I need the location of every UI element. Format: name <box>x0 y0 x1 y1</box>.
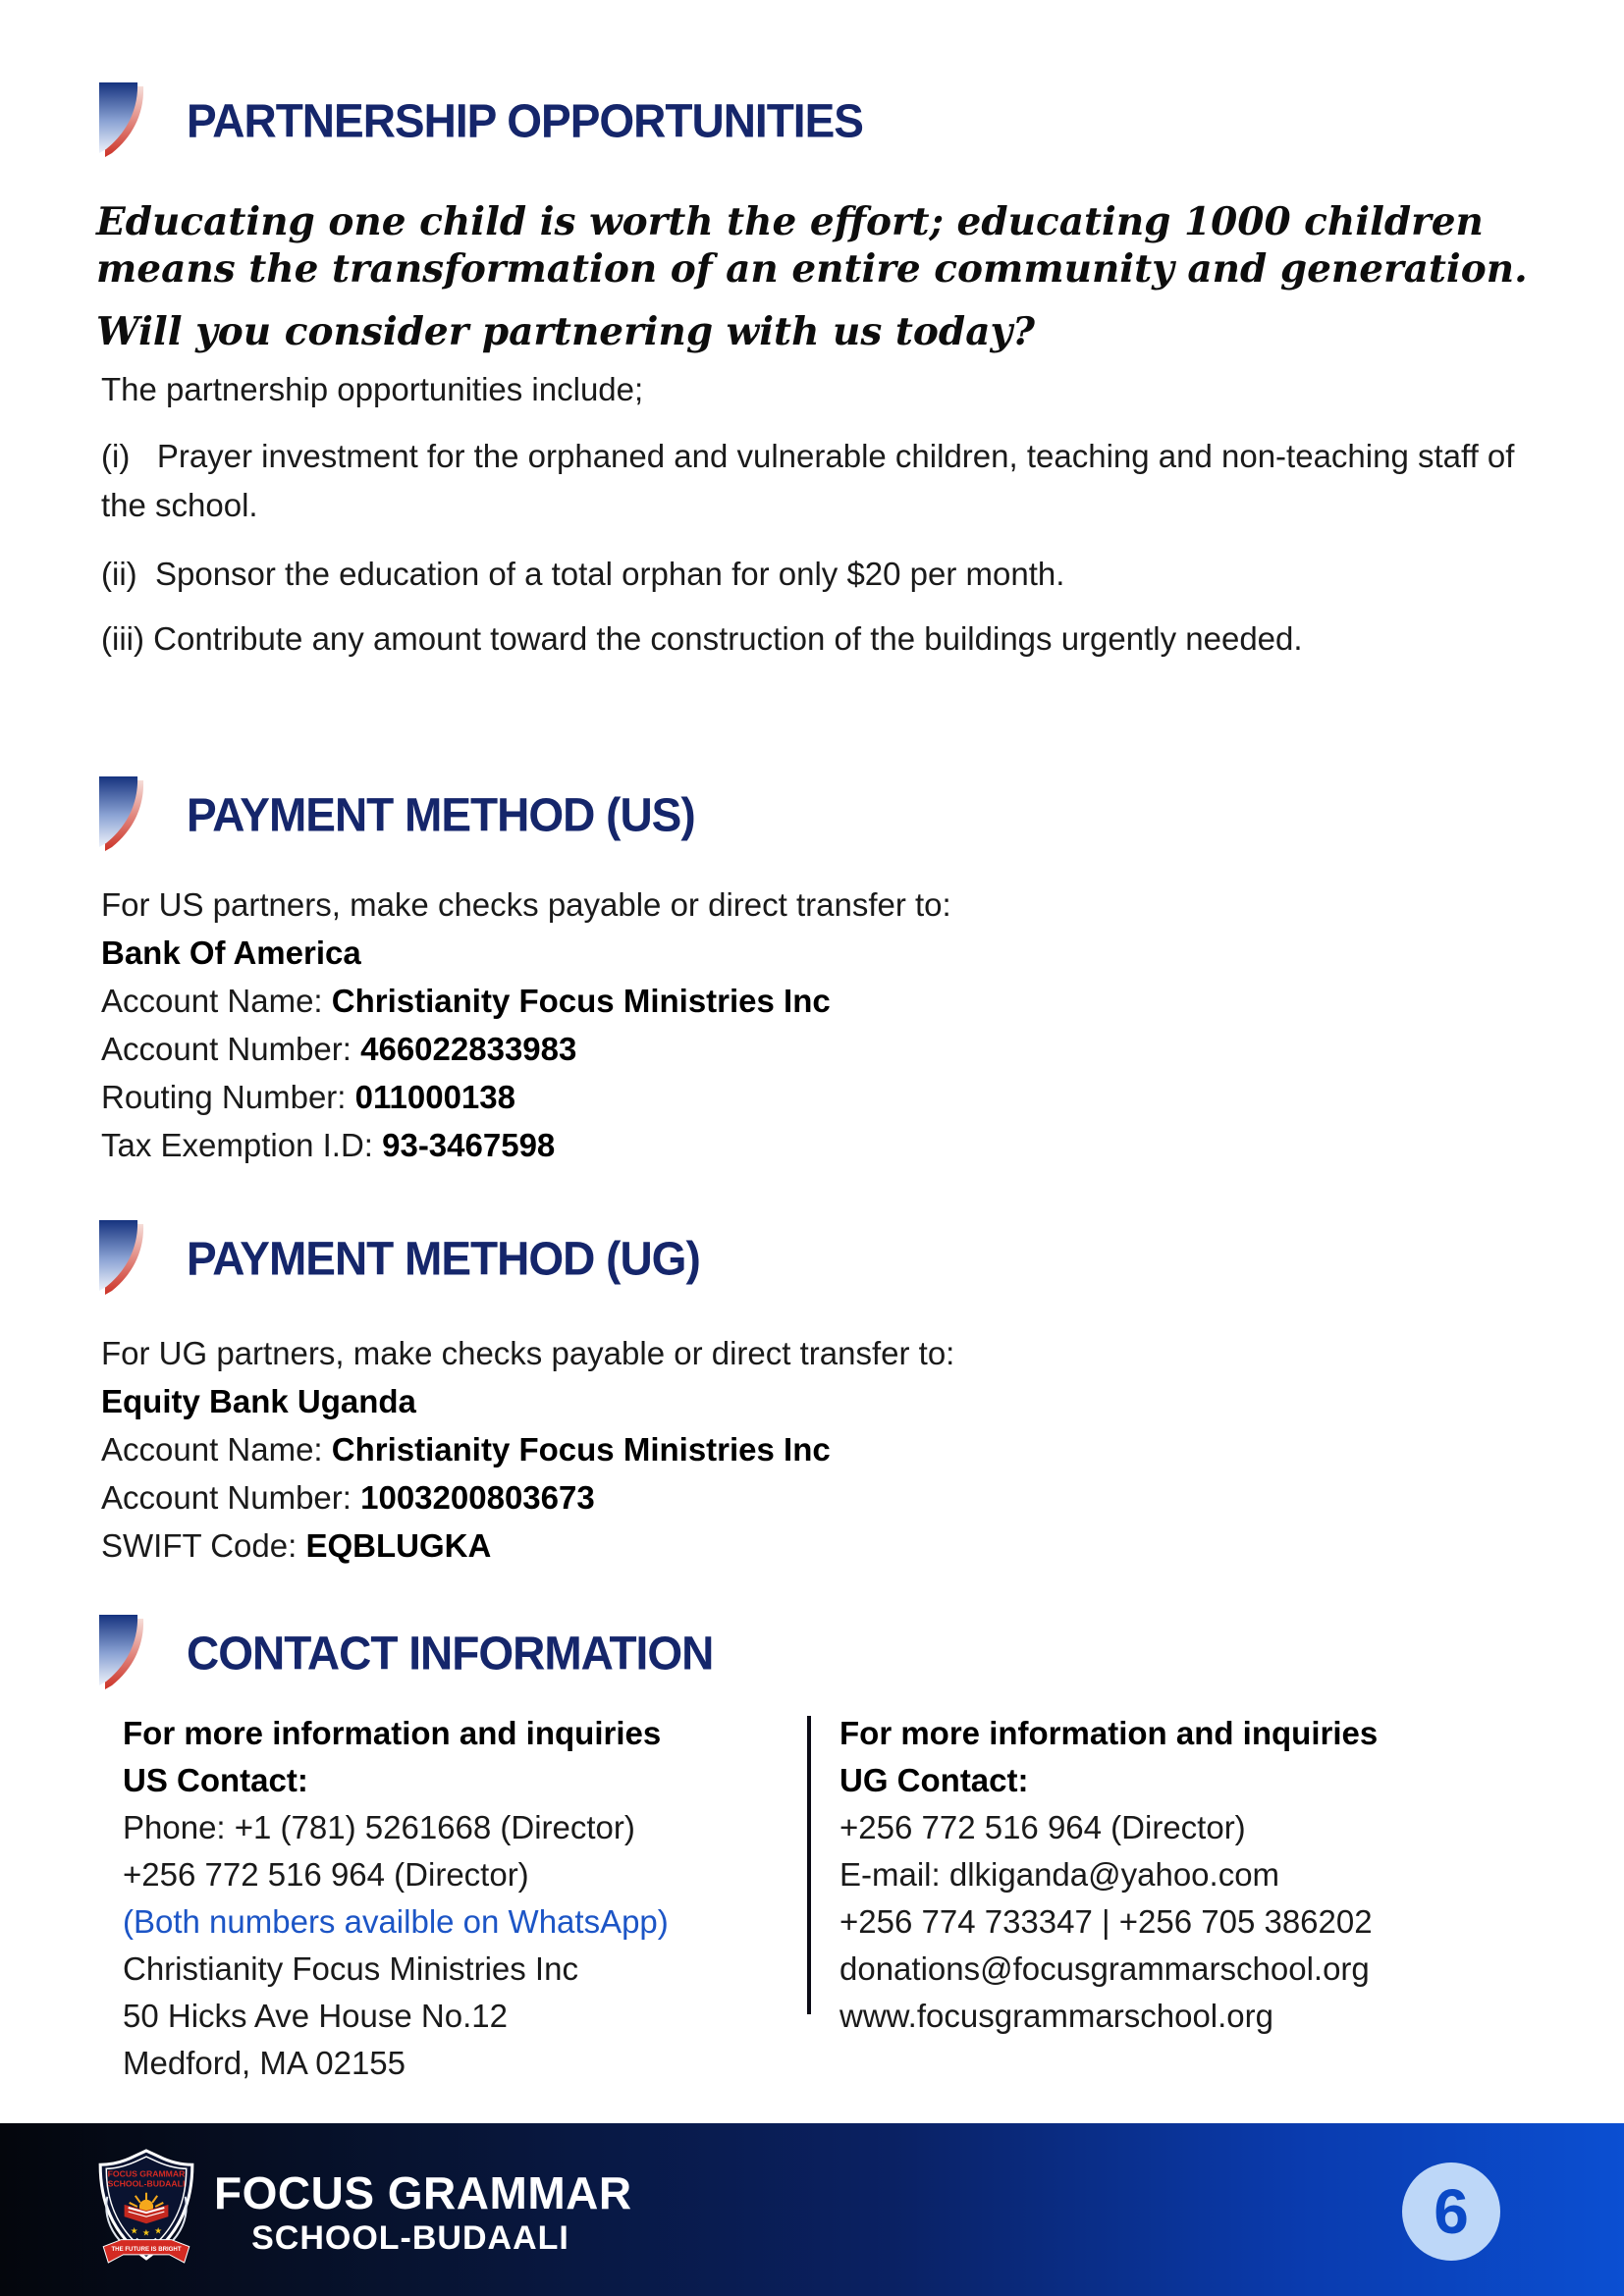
payment-ug-account-name: Account Name: Christianity Focus Ministries Inc <box>101 1431 831 1468</box>
payment-us-section-header <box>98 776 695 853</box>
contact-us-heading: For more information and inquiries <box>123 1715 662 1751</box>
payment-us-tax-id: Tax Exemption I.D: 93-3467598 <box>101 1127 556 1163</box>
footer-school-name <box>214 2167 632 2257</box>
contact-ug-column <box>839 1710 1378 2040</box>
contact-us-street: 50 Hicks Ave House No.12 <box>123 1998 508 2034</box>
svg-text:★: ★ <box>154 2225 163 2236</box>
page-number: 6 <box>1434 2176 1469 2247</box>
contact-section-title: CONTACT INFORMATION <box>187 1626 714 1681</box>
payment-us-account-number: Account Number: 466022833983 <box>101 1031 577 1067</box>
payment-us-section-title: PAYMENT METHOD (US) <box>187 787 695 842</box>
partnership-section-title: PARTNERSHIP OPPORTUNITIES <box>187 93 863 148</box>
quote-line-1: Educating one child is worth the effort; educating 1000 children <box>96 199 1484 244</box>
payment-ug-section-header <box>98 1220 700 1297</box>
contact-us-phone-1: Phone: +1 (781) 5261668 (Director) <box>123 1809 635 1845</box>
payment-us-intro: For US partners, make checks payable or direct transfer to: <box>101 886 951 923</box>
contact-ug-donations-email: donations@focusgrammarschool.org <box>839 1950 1370 1987</box>
page-number-badge <box>1402 2163 1500 2261</box>
school-name-line: FOCUS GRAMMAR <box>214 2167 632 2218</box>
opportunity-item-2: (ii) Sponsor the education of a total orphan for only $20 per month. <box>101 556 1065 592</box>
footer-bar <box>0 2123 1624 2296</box>
svg-text:★: ★ <box>130 2225 138 2236</box>
contact-us-phone-2: +256 772 516 964 (Director) <box>123 1856 529 1893</box>
mission-quote <box>96 198 1530 293</box>
quote-line-2: means the transformation of an entire community and generation. <box>96 246 1528 292</box>
contact-ug-phone: +256 772 516 964 (Director) <box>839 1809 1246 1845</box>
contact-ug-website: www.focusgrammarschool.org <box>839 1998 1273 2034</box>
contact-us-org: Christianity Focus Ministries Inc <box>123 1950 578 1987</box>
svg-text:★: ★ <box>141 2227 151 2238</box>
question-line: Will you consider partnering with us today? <box>96 309 1035 354</box>
opportunity-item-1: (i) Prayer investment for the orphaned and vulnerable children, teaching and non-teaching staff of the school. <box>101 438 1515 523</box>
section-bullet-swoosh-icon <box>98 776 149 853</box>
payment-us-routing-number: Routing Number: 011000138 <box>101 1079 515 1115</box>
contact-us-subheading: US Contact: <box>123 1762 308 1798</box>
contact-ug-subheading: UG Contact: <box>839 1762 1029 1798</box>
payment-us-account-name: Account Name: Christianity Focus Ministries Inc <box>101 983 831 1019</box>
partner-question <box>96 308 1530 355</box>
payment-us-details <box>101 881 951 1169</box>
svg-text:THE FUTURE IS BRIGHT: THE FUTURE IS BRIGHT <box>111 2245 182 2253</box>
contact-us-city: Medford, MA 02155 <box>123 2045 406 2081</box>
payment-ug-bank: Equity Bank Uganda <box>101 1383 416 1419</box>
partnership-section-header <box>98 82 863 159</box>
contact-ug-phones-2: +256 774 733347 | +256 705 386202 <box>839 1903 1373 1940</box>
contact-ug-heading: For more information and inquiries <box>839 1715 1379 1751</box>
svg-text:FOCUS GRAMMAR: FOCUS GRAMMAR <box>107 2168 186 2179</box>
school-crest-icon <box>91 2145 201 2270</box>
payment-us-bank: Bank Of America <box>101 934 361 971</box>
payment-ug-details <box>101 1329 954 1570</box>
payment-ug-section-title: PAYMENT METHOD (UG) <box>187 1231 700 1286</box>
contact-columns-divider <box>807 1716 811 2014</box>
opportunities-intro: The partnership opportunities include; <box>101 371 644 407</box>
section-bullet-swoosh-icon <box>98 1220 149 1297</box>
section-bullet-swoosh-icon <box>98 82 149 159</box>
svg-text:SCHOOL-BUDAALI: SCHOOL-BUDAALI <box>107 2178 186 2189</box>
payment-ug-account-number: Account Number: 1003200803673 <box>101 1479 595 1516</box>
contact-section-header <box>98 1615 713 1691</box>
payment-ug-swift-code: SWIFT Code: EQBLUGKA <box>101 1527 492 1564</box>
opportunity-item-3: (iii) Contribute any amount toward the construction of the buildings urgently needed. <box>101 620 1303 657</box>
contact-ug-email: E-mail: dlkiganda@yahoo.com <box>839 1856 1280 1893</box>
contact-us-whatsapp-note: (Both numbers availble on WhatsApp) <box>123 1903 669 1940</box>
section-bullet-swoosh-icon <box>98 1615 149 1691</box>
school-subname-line: SCHOOL-BUDAALI <box>251 2219 569 2257</box>
contact-us-column <box>123 1710 669 2087</box>
payment-ug-intro: For UG partners, make checks payable or direct transfer to: <box>101 1335 955 1371</box>
